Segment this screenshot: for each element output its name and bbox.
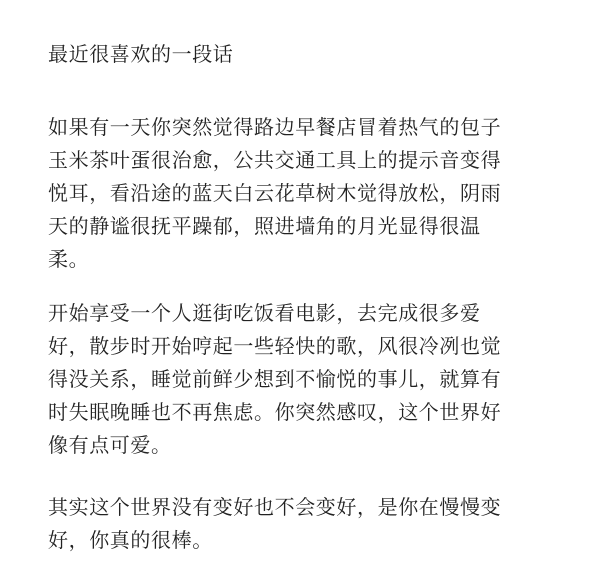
text-line: 像有点可爱。	[48, 433, 172, 457]
text-line: 开始享受一个人逛街吃饭看电影，去完成很多爱	[48, 301, 481, 325]
text-line: 好，你真的很棒。	[48, 528, 213, 552]
text-line: 时失眠晚睡也不再焦虑。你突然感叹，这个世界好	[48, 400, 502, 424]
text-line: 如果有一天你突然觉得路边早餐店冒着热气的包子	[48, 115, 502, 139]
paragraph-1	[48, 111, 501, 276]
text-line: 玉米茶叶蛋很治愈，公共交通工具上的提示音变得	[48, 148, 502, 172]
text-line: 天的静谧很抚平躁郁，照进墙角的月光显得很温	[48, 214, 481, 238]
paragraph-2	[48, 297, 501, 462]
text-line: 其实这个世界没有变好也不会变好，是你在慢慢变	[48, 495, 502, 519]
text-line: 柔。	[48, 247, 90, 271]
text-line: 好，散步时开始哼起一些轻快的歌，风很冷冽也觉	[48, 334, 502, 358]
text-line: 得没关系，睡觉前鲜少想到不愉悦的事儿，就算有	[48, 367, 502, 391]
page-title: 最近很喜欢的一段话	[48, 42, 234, 66]
paragraph-3	[48, 491, 501, 557]
text-line: 悦耳，看沿途的蓝天白云花草树木觉得放松，阴雨	[48, 181, 502, 205]
